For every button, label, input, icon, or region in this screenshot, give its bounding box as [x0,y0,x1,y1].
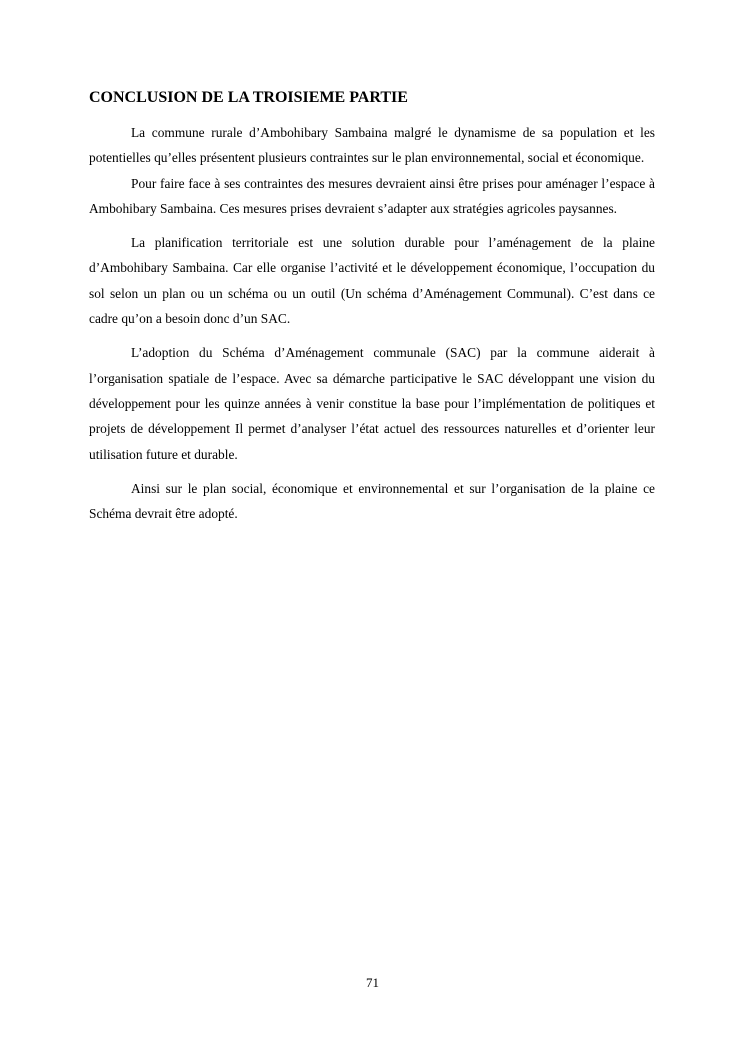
paragraph-4: L’adoption du Schéma d’Aménagement communale (SAC) par la commune aiderait à l’organisation spatiale de l’espace. Avec sa démarche participative le SAC développant une vision du développement pour les quinze années à venir constitue la base pour l’implémentation de politiques et projets de développement Il permet d’analyser l’état actuel des ressources naturelles et d’orienter leur utilisation future et durable. [89,345,655,462]
paragraph-2: Pour faire face à ses contraintes des mesures devraient ainsi être prises pour aménager l’espace à Ambohibary Sambaina. Ces mesures prises devraient s’adapter aux stratégies agricoles paysannes. [89,175,655,216]
paragraph-3: La planification territoriale est une solution durable pour l’aménagement de la plaine d’Ambohibary Sambaina. Car elle organise l’activité et le développement économique, l’occupation du sol selon un plan ou un schéma ou un outil (Un schéma d’Aménagement Communal). C’est dans ce cadre qu’on a besoin donc d’un SAC. [89,235,655,327]
section-title: CONCLUSION DE LA TROISIEME PARTIE [89,89,408,106]
page-content [89,86,655,526]
paragraph-5: Ainsi sur le plan social, économique et environnemental et sur l’organisation de la plaine ce Schéma devrait être adopté. [89,480,655,522]
paragraph-1: La commune rurale d’Ambohibary Sambaina malgré le dynamisme de sa population et les potentielles qu’elles présentent plusieurs contraintes sur le plan environnemental, social et économique. [89,125,655,166]
page-number: 71 [366,975,379,990]
